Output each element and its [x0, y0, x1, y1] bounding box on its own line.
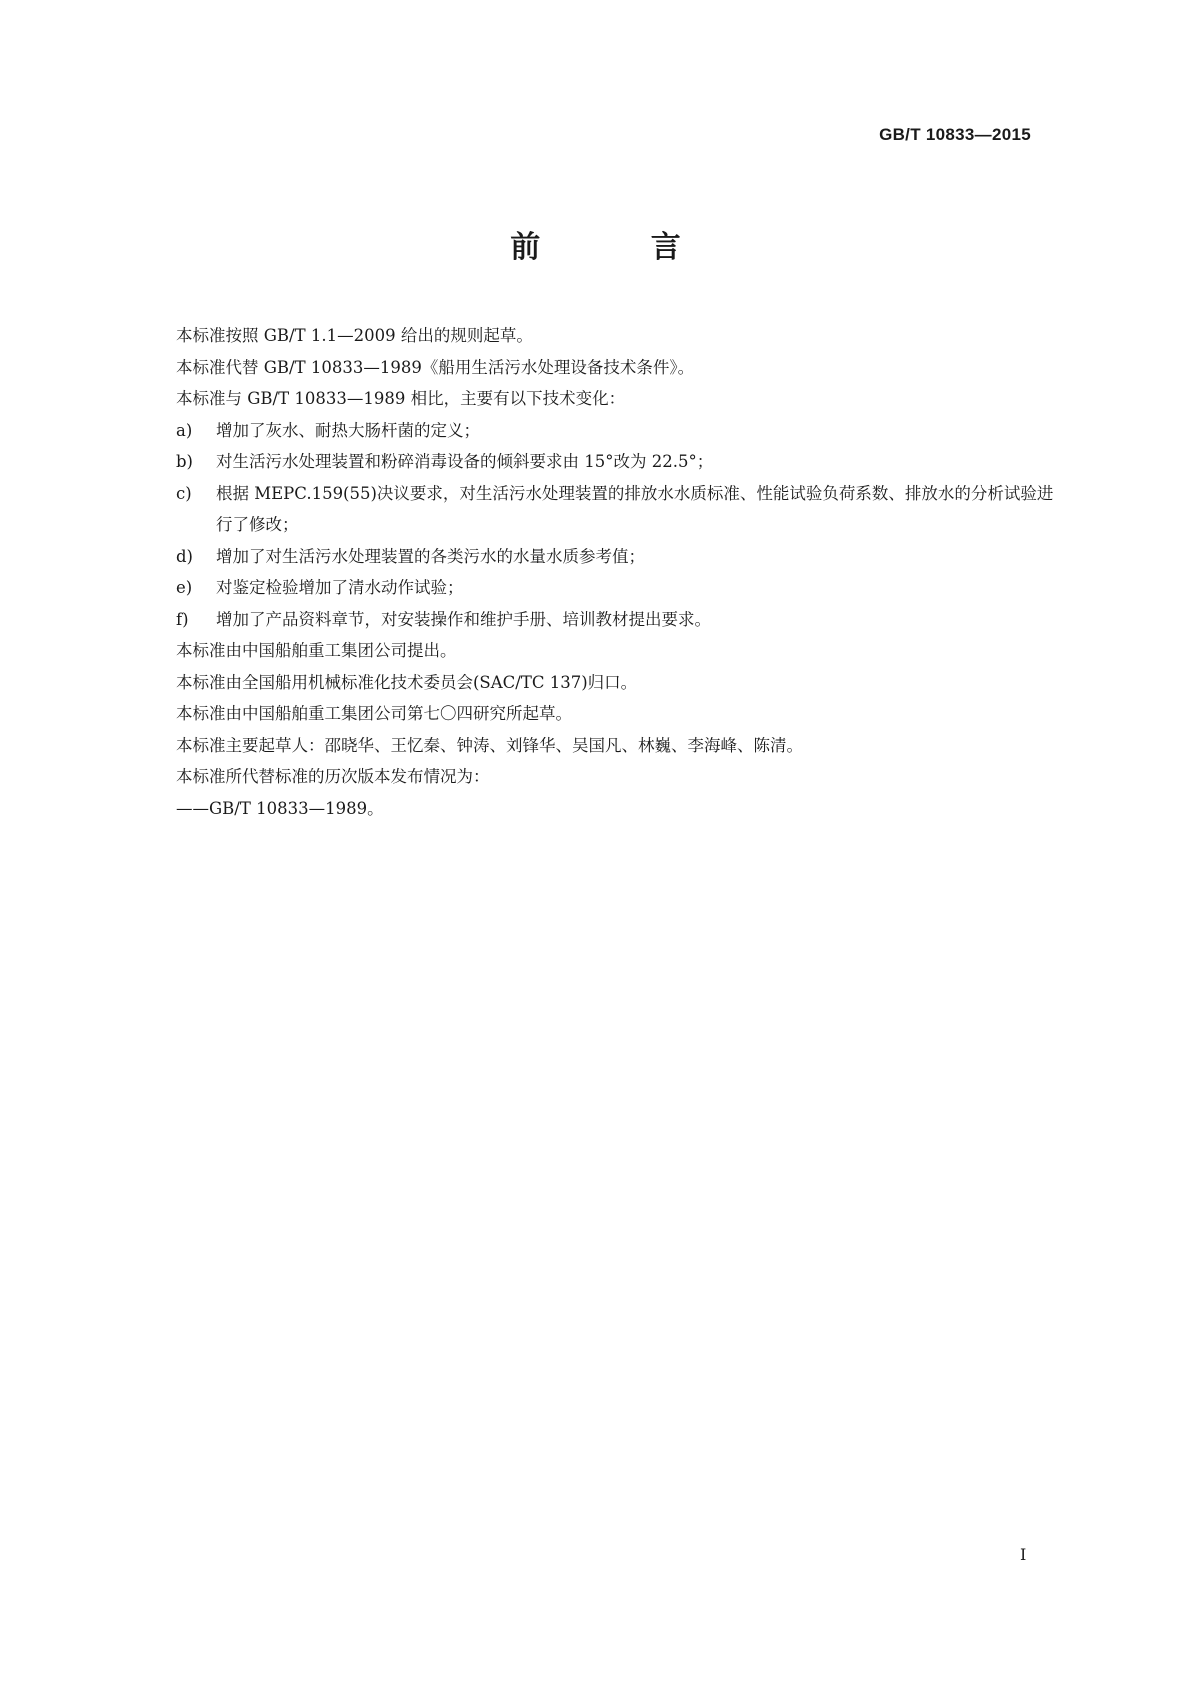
paragraph: 本标准由全国船用机械标准化技术委员会(SAC/TC 137)归口。 [176, 672, 638, 692]
list-marker: e) [176, 578, 193, 597]
list-item-text: 增加了灰水、耐热大肠杆菌的定义； [216, 420, 480, 440]
page-title: 前 言 [510, 230, 731, 265]
paragraph: 本标准主要起草人：邵晓华、王忆秦、钟涛、刘锋华、吴国凡、林巍、李海峰、陈清。 [176, 735, 803, 755]
list-item-text: 增加了产品资料章节，对安装操作和维护手册、培训教材提出要求。 [216, 609, 711, 629]
paragraph: 本标准按照 GB/T 1.1—2009 给出的规则起草。 [176, 326, 533, 345]
list-marker: a) [176, 420, 193, 440]
paragraph: 本标准由中国船舶重工集团公司第七〇四研究所起草。 [176, 704, 572, 723]
change-item [176, 415, 1066, 447]
paragraph: 本标准代替 GB/T 10833—1989《船用生活污水处理设备技术条件》。 [176, 357, 695, 377]
change-item [176, 446, 1066, 478]
paragraph: ——GB/T 10833—1989。 [176, 798, 384, 818]
paragraph: 本标准由中国船舶重工集团公司提出。 [176, 641, 457, 660]
change-item [176, 478, 1066, 541]
page-number: I [1020, 1545, 1027, 1564]
paragraph: 本标准与 GB/T 10833—1989 相比，主要有以下技术变化： [176, 389, 626, 408]
change-item [176, 541, 1066, 573]
list-marker: b) [176, 452, 193, 471]
list-marker: c) [176, 483, 192, 503]
foreword-body [176, 320, 1066, 824]
list-item-text: 根据 MEPC.159(55)决议要求，对生活污水处理装置的排放水水质标准、性能试验负荷系数、排放水的分析试验进行了修改； [216, 483, 1054, 534]
list-marker: f) [176, 609, 189, 629]
list-marker: d) [176, 546, 193, 566]
standard-code: GB/T 10833—2015 [879, 125, 1031, 144]
change-item [176, 604, 1066, 636]
list-item-text: 对鉴定检验增加了清水动作试验； [216, 578, 464, 597]
list-item-text: 增加了对生活污水处理装置的各类污水的水量水质参考值； [216, 546, 645, 566]
paragraph: 本标准所代替标准的历次版本发布情况为： [176, 767, 490, 786]
list-item-text: 对生活污水处理装置和粉碎消毒设备的倾斜要求由 15°改为 22.5°； [216, 452, 714, 471]
change-item [176, 572, 1066, 604]
